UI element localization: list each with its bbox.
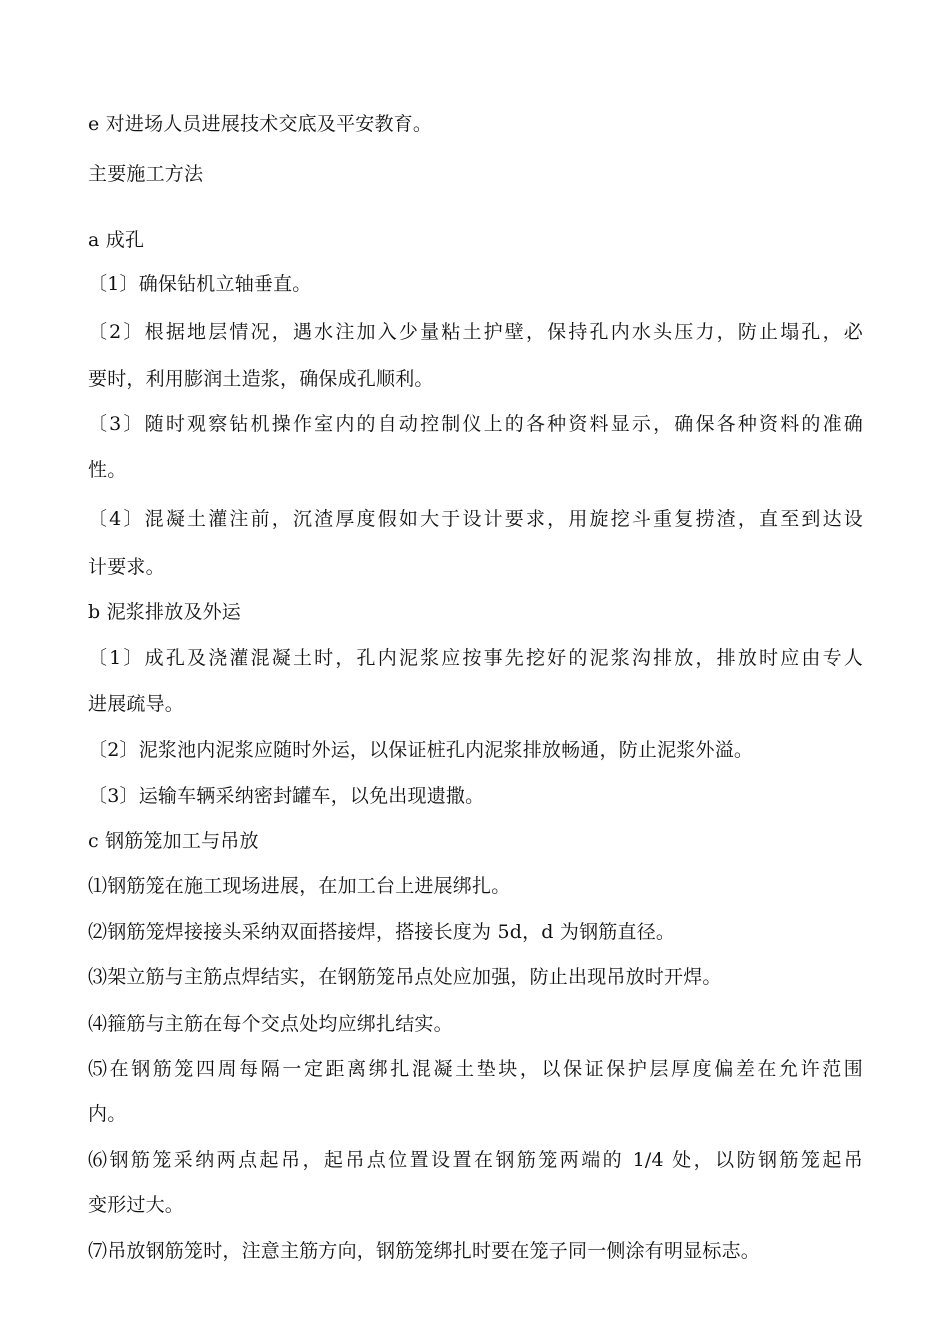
text-line: 〔2〕泥浆池内泥浆应随时外运，以保证桩孔内泥浆排放畅通，防止泥浆外溢。 <box>88 739 754 761</box>
subsection-heading: c 钢筋笼加工与吊放 <box>88 830 259 852</box>
section-heading: 主要施工方法 <box>88 163 204 185</box>
text-line: 要时，利用膨润土造浆，确保成孔顺利。 <box>88 368 434 390</box>
subsection-heading: a 成孔 <box>88 229 145 251</box>
text-line: ⑹钢筋笼采纳两点起吊，起吊点位置设置在钢筋笼两端的 1/4 处，以防钢筋笼起吊 <box>88 1149 863 1171</box>
text-line: ⑴钢筋笼在施工现场进展，在加工台上进展绑扎。 <box>88 875 511 897</box>
text-line: 〔3〕运输车辆采纳密封罐车，以免出现遗撒。 <box>88 785 485 807</box>
subsection-heading: b 泥浆排放及外运 <box>88 601 242 623</box>
text-line: 〔1〕确保钻机立轴垂直。 <box>88 273 312 295</box>
text-line: ⑺吊放钢筋笼时，注意主筋方向，钢筋笼绑扎时要在笼子同一侧涂有明显标志。 <box>88 1240 761 1262</box>
text-line: 变形过大。 <box>88 1194 185 1216</box>
text-line: 计要求。 <box>88 556 165 578</box>
text-line: 〔1〕成孔及浇灌混凝土时，孔内泥浆应按事先挖好的泥浆沟排放，排放时应由专人 <box>88 647 863 669</box>
text-line: ⑸在钢筋笼四周每隔一定距离绑扎混凝土垫块，以保证保护层厚度偏差在允许范围 <box>88 1058 863 1080</box>
text-line: ⑷箍筋与主筋在每个交点处均应绑扎结实。 <box>88 1013 453 1035</box>
text-line: 〔4〕混凝土灌注前，沉渣厚度假如大于设计要求，用旋挖斗重复捞渣，直至到达设 <box>88 508 863 530</box>
text-line: ⑵钢筋笼焊接接头采纳双面搭接焊，搭接长度为 5d，d 为钢筋直径。 <box>88 921 676 943</box>
text-line: 性。 <box>88 459 127 481</box>
text-line: 〔2〕根据地层情况，遇水注加入少量粘土护壁，保持孔内水头压力，防止塌孔，必 <box>88 321 863 343</box>
text-line: e 对进场人员进展技术交底及平安教育。 <box>88 113 433 135</box>
text-line: 进展疏导。 <box>88 693 185 715</box>
text-line: 内。 <box>88 1103 127 1125</box>
text-line: 〔3〕随时观察钻机操作室内的自动控制仪上的各种资料显示，确保各种资料的准确 <box>88 413 863 435</box>
text-line: ⑶架立筋与主筋点焊结实，在钢筋笼吊点处应加强，防止出现吊放时开焊。 <box>88 966 722 988</box>
